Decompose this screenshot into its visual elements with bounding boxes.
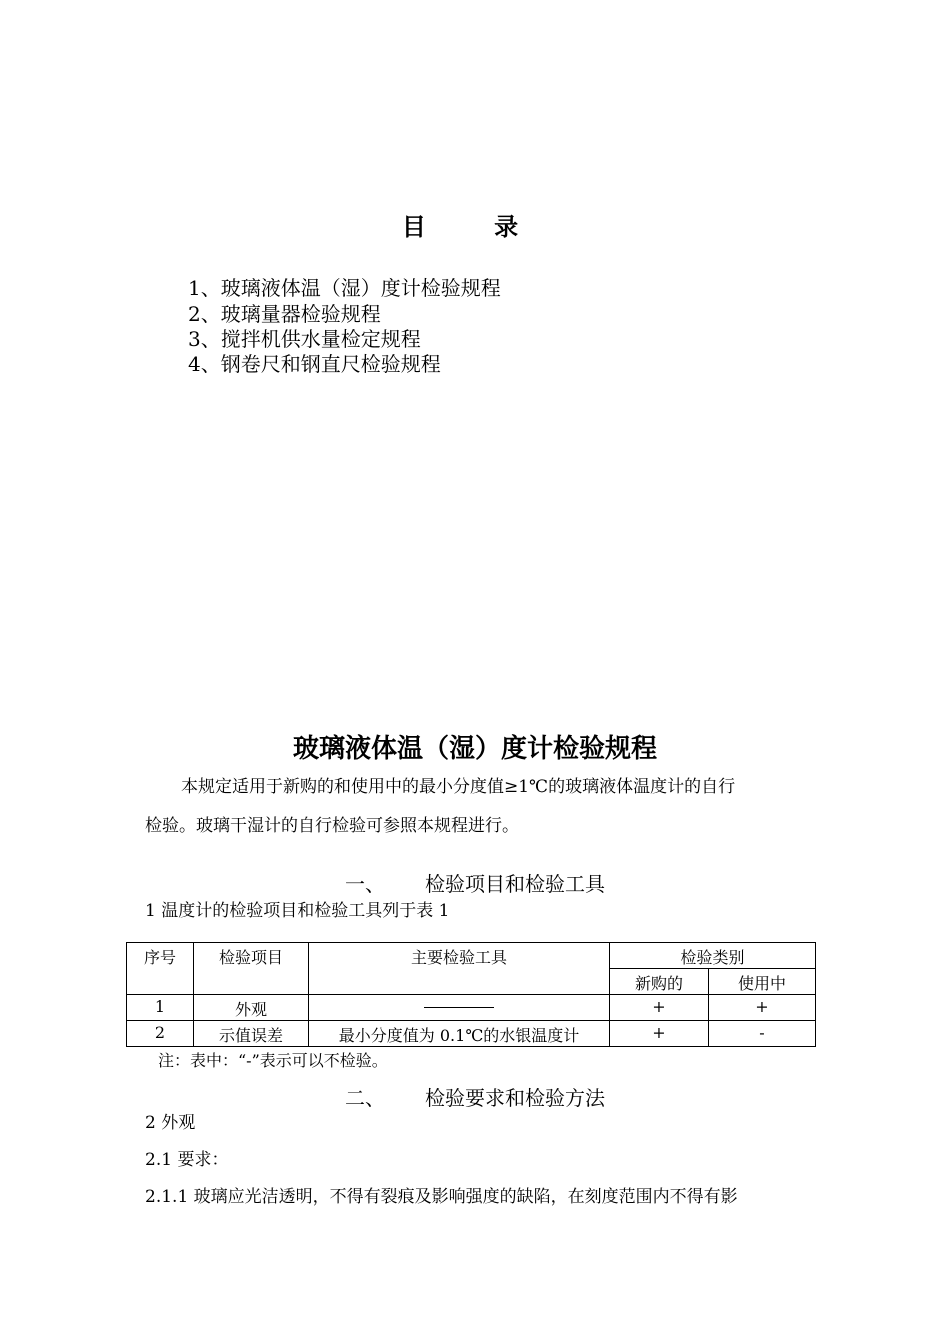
item-2-1-text: 2.1 要求：	[145, 1150, 229, 1170]
table-row	[127, 995, 816, 1021]
dash-line	[424, 1007, 494, 1008]
section-2-title: 检验要求和检验方法	[425, 1086, 605, 1110]
item-2-1-1-text: 2.1.1 玻璃应光洁透明，不得有裂痕及影响强度的缺陷，在刻度范围内不得有影	[145, 1187, 738, 1207]
toc-item-4: 4、钢卷尺和钢直尺检验规程	[188, 352, 441, 376]
cell-in-use: -	[709, 1021, 816, 1047]
intro-paragraph-line-1: 本规定适用于新购的和使用中的最小分度值≥1℃的玻璃液体温度计的自行	[181, 777, 736, 797]
toc-item-2: 2、玻璃量器检验规程	[188, 302, 381, 326]
section-2-heading	[0, 1082, 950, 1111]
section-1-number: 一、	[345, 872, 385, 896]
header-in-use: 使用中	[709, 969, 816, 995]
header-item: 检验项目	[194, 943, 309, 995]
cell-seq: 1	[127, 995, 194, 1021]
section-1-heading	[0, 868, 950, 897]
cell-new: +	[610, 995, 709, 1021]
header-seq: 序号	[127, 943, 194, 995]
cell-in-use: +	[709, 995, 816, 1021]
cell-seq: 2	[127, 1021, 194, 1047]
cell-tool: 最小分度值为 0.1℃的水银温度计	[309, 1021, 610, 1047]
table-header-row	[127, 943, 816, 969]
inspection-table	[126, 942, 816, 1047]
document-title: 玻璃液体温（湿）度计检验规程	[292, 734, 657, 764]
table-row	[127, 1021, 816, 1047]
cell-item: 外观	[194, 995, 309, 1021]
section-1-title: 检验项目和检验工具	[425, 872, 605, 896]
header-category: 检验类别	[610, 943, 816, 969]
section-2-number: 二、	[345, 1086, 385, 1110]
header-new: 新购的	[610, 969, 709, 995]
table-note: 注：表中：“-”表示可以不检验。	[158, 1051, 388, 1070]
cell-item: 示值误差	[194, 1021, 309, 1047]
cell-tool-none	[309, 995, 610, 1021]
toc-item-3: 3、搅拌机供水量检定规程	[188, 327, 421, 351]
toc-title: 目 录	[401, 212, 549, 241]
header-tool: 主要检验工具	[309, 943, 610, 995]
toc-item-1: 1、玻璃液体温（湿）度计检验规程	[188, 276, 501, 300]
item-2-text: 2 外观	[145, 1113, 196, 1133]
item-1-text: 1 温度计的检验项目和检验工具列于表 1	[145, 901, 450, 921]
cell-new: +	[610, 1021, 709, 1047]
intro-paragraph-line-2: 检验。玻璃干湿计的自行检验可参照本规程进行。	[145, 816, 519, 836]
